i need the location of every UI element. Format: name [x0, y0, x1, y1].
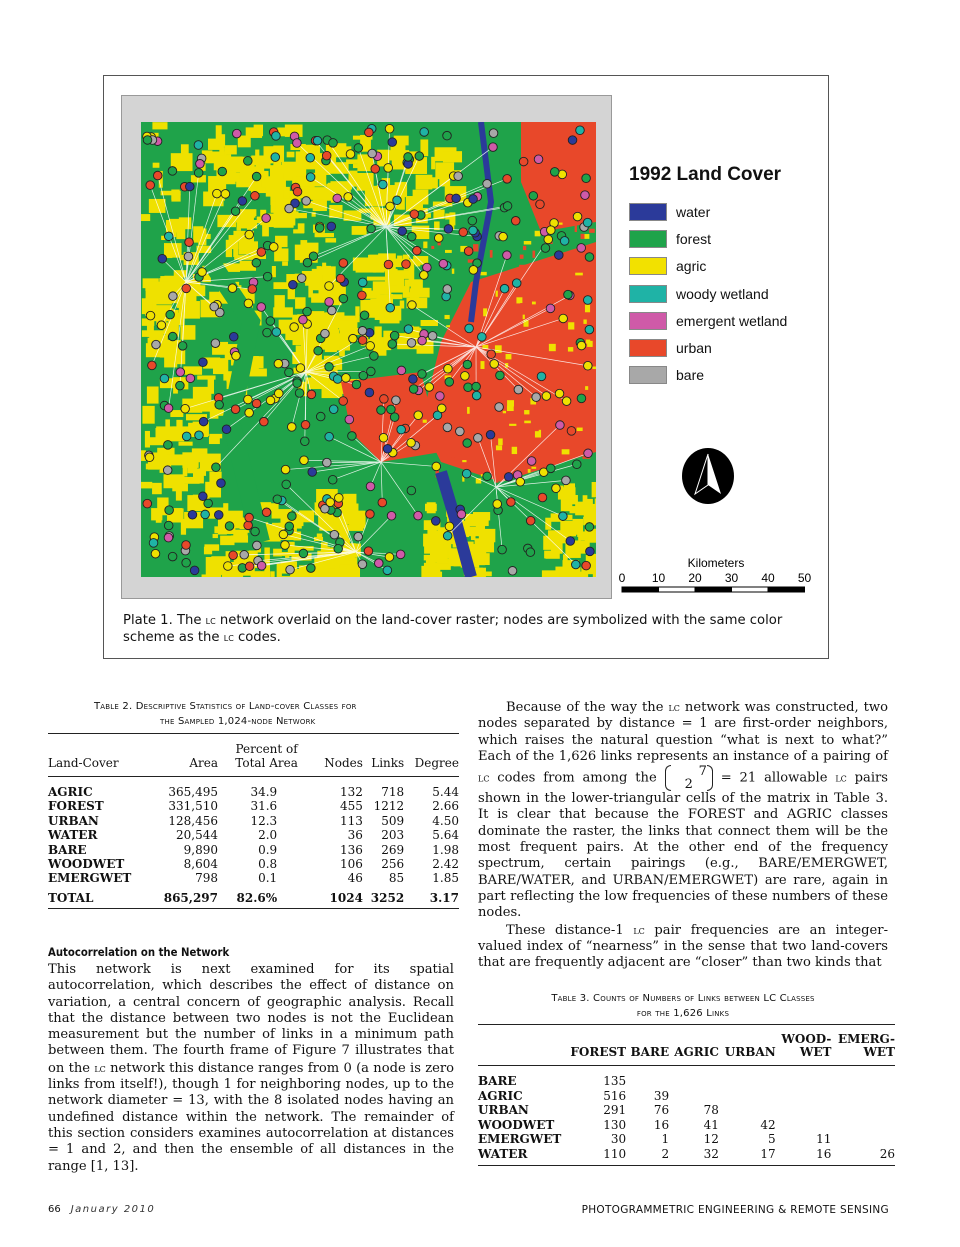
plate-caption: Plate 1. The lc network overlaid on the land-cover raster; nodes are symbolized with the same color scheme as the lc codes.: [123, 613, 783, 645]
page-number: 66: [48, 1204, 61, 1215]
left-column-text: This network is next examined for its spatial autocorrelation, which describes the effect of distance on variation, a central concern of geographic analysis. Recall that the distance between two nodes is not the Euclidean measurement but the number of links in a minimum path between them. The fourth frame of Figure 7 illustrates that on the lc network this distance ranges from 0 (a node is zero links from itself!), though 1 for neighboring nodes, up to the network diameter = 13, with the 8 isolated nodes having an undefined distance within the network. The remainder of this section considers examines autocorrelation at distances = 1 and 2, and then the ensemble of all distances in the range [1, 13].: [48, 962, 454, 1174]
table2-caption: Table 2. Descriptive Statistics of Land-cover Classes for the Sampled 1,024-node Network: [94, 701, 357, 727]
legend-label: agric: [676, 258, 707, 275]
map-legend: [629, 164, 819, 389]
scale-tick-label: 40: [761, 571, 775, 585]
scale-tick-label: 20: [688, 571, 702, 585]
section-heading: Autocorrelation on the Network: [48, 945, 230, 959]
issue-date: January 2010: [70, 1204, 156, 1215]
col-links: Links: [371, 756, 405, 770]
table3-col-header: WOOD- WET: [781, 1032, 832, 1059]
legend-label: bare: [676, 367, 705, 384]
table-row: AGRIC 365,495 34.9 132 718 5.44: [48, 785, 459, 799]
table3: [478, 1024, 895, 1166]
table-row: WOODWET 130 16 41 42: [478, 1117, 776, 1132]
legend-label: urban: [676, 340, 712, 357]
scale-bar: [612, 554, 818, 598]
legend-item: [629, 253, 819, 280]
scale-tick-label: 30: [724, 571, 739, 585]
legend-item: [629, 307, 819, 334]
table3-col-header: FOREST: [570, 1045, 627, 1059]
scale-tick-label: 10: [651, 571, 666, 585]
table-row: WATER 20,544 2.0 36 203 5.64: [48, 828, 459, 843]
table3-col-header: EMERG- WET: [838, 1032, 895, 1059]
table-row: AGRIC 516 39: [478, 1088, 670, 1103]
legend-item: [629, 362, 819, 389]
legend-swatch: [629, 257, 667, 275]
legend-item: [629, 225, 819, 252]
table2-total-row: TOTAL 865,297 82.6% 1024 3252 3.17: [48, 890, 459, 905]
table3-col-header: [478, 1025, 564, 1066]
table-row: WOODWET 8,604 0.8 106 256 2.42: [48, 857, 459, 872]
table2: [48, 733, 459, 909]
legend-label: woody wetland: [676, 285, 769, 302]
table-row: FOREST 331,510 31.6 455 1212 2.66: [48, 799, 459, 814]
legend-item: [629, 198, 819, 225]
scale-tick-label: 50: [797, 571, 812, 585]
table3-col-header: URBAN: [724, 1045, 776, 1059]
legend-swatch: [629, 366, 667, 384]
legend-item: [629, 280, 819, 307]
table-row: EMERGWET 30 1 12 5 11: [478, 1132, 832, 1146]
legend-swatch: [629, 339, 667, 357]
table3-col-header: AGRIC: [674, 1045, 719, 1059]
legend-label: water: [676, 203, 711, 220]
col-area: Area: [189, 756, 219, 770]
table3-caption: Table 3. Counts of Numbers of Links between LC Classes for the 1,626 Links: [551, 993, 815, 1019]
right-column-text: Because of the way the lc network was constructed, two nodes separated by distance = 1 are first-order neighbors, which raises the natural question “what is next to what?” Each of the 1,626 links represents an instance of a pairing of lc codes from among the 7 2 = 21 allowable lc pairs shown in the lower-triangular cells of the matrix in Table 3. It is clear that because the FOREST and AGRIC classes dominate the raster, the links that connect them will be the most frequent pairs. At the other end of the frequency spectrum, certain pairings (e.g., BARE/EMERGWET, BARE/WATER, and URBAN/EMERGWET) are rare, again in part reflecting the low frequencies of these numbers of these nodes. These distance-1 lc pair frequencies are an integer-valued index of “nearness” in the sense that two land-covers that are frequently adjacent are “closer” than two kinds that: [478, 700, 888, 971]
north-arrow-icon: [681, 447, 735, 505]
binomial-coefficient: 7 2: [665, 765, 713, 791]
table-row: EMERGWET 798 0.1 46 85 1.85: [48, 871, 459, 886]
col-percent: Percent of Total Area: [235, 742, 298, 770]
table-row: BARE 9,890 0.9 136 269 1.98: [48, 842, 459, 857]
legend-swatch: [629, 203, 667, 221]
col-nodes: Nodes: [324, 756, 363, 770]
table-row: WATER 110 2 32 17 16 26: [478, 1146, 895, 1161]
legend-label: emergent wetland: [676, 312, 788, 329]
scale-tick-label: 0: [618, 571, 626, 585]
table-row: URBAN 128,456 12.3 113 509 4.50: [48, 813, 459, 828]
table3-col-header: BARE: [630, 1045, 670, 1059]
legend-swatch: [629, 230, 667, 248]
table-row: URBAN 291 76 78: [478, 1103, 719, 1117]
table-row: BARE 135: [478, 1074, 627, 1088]
legend-title: 1992 Land Cover: [629, 164, 782, 185]
legend-swatch: [629, 312, 667, 330]
col-landcover: Land-Cover: [48, 756, 119, 770]
legend-label: forest: [676, 230, 712, 247]
journal-name: PHOTOGRAMMETRIC ENGINEERING & REMOTE SENSING: [581, 1204, 889, 1216]
col-degree: Degree: [414, 756, 459, 770]
legend-item: [629, 334, 819, 361]
legend-swatch: [629, 285, 667, 303]
scale-title: Kilometers: [687, 556, 745, 570]
page-footer-left: [48, 1204, 155, 1215]
land-cover-map: [141, 122, 596, 577]
